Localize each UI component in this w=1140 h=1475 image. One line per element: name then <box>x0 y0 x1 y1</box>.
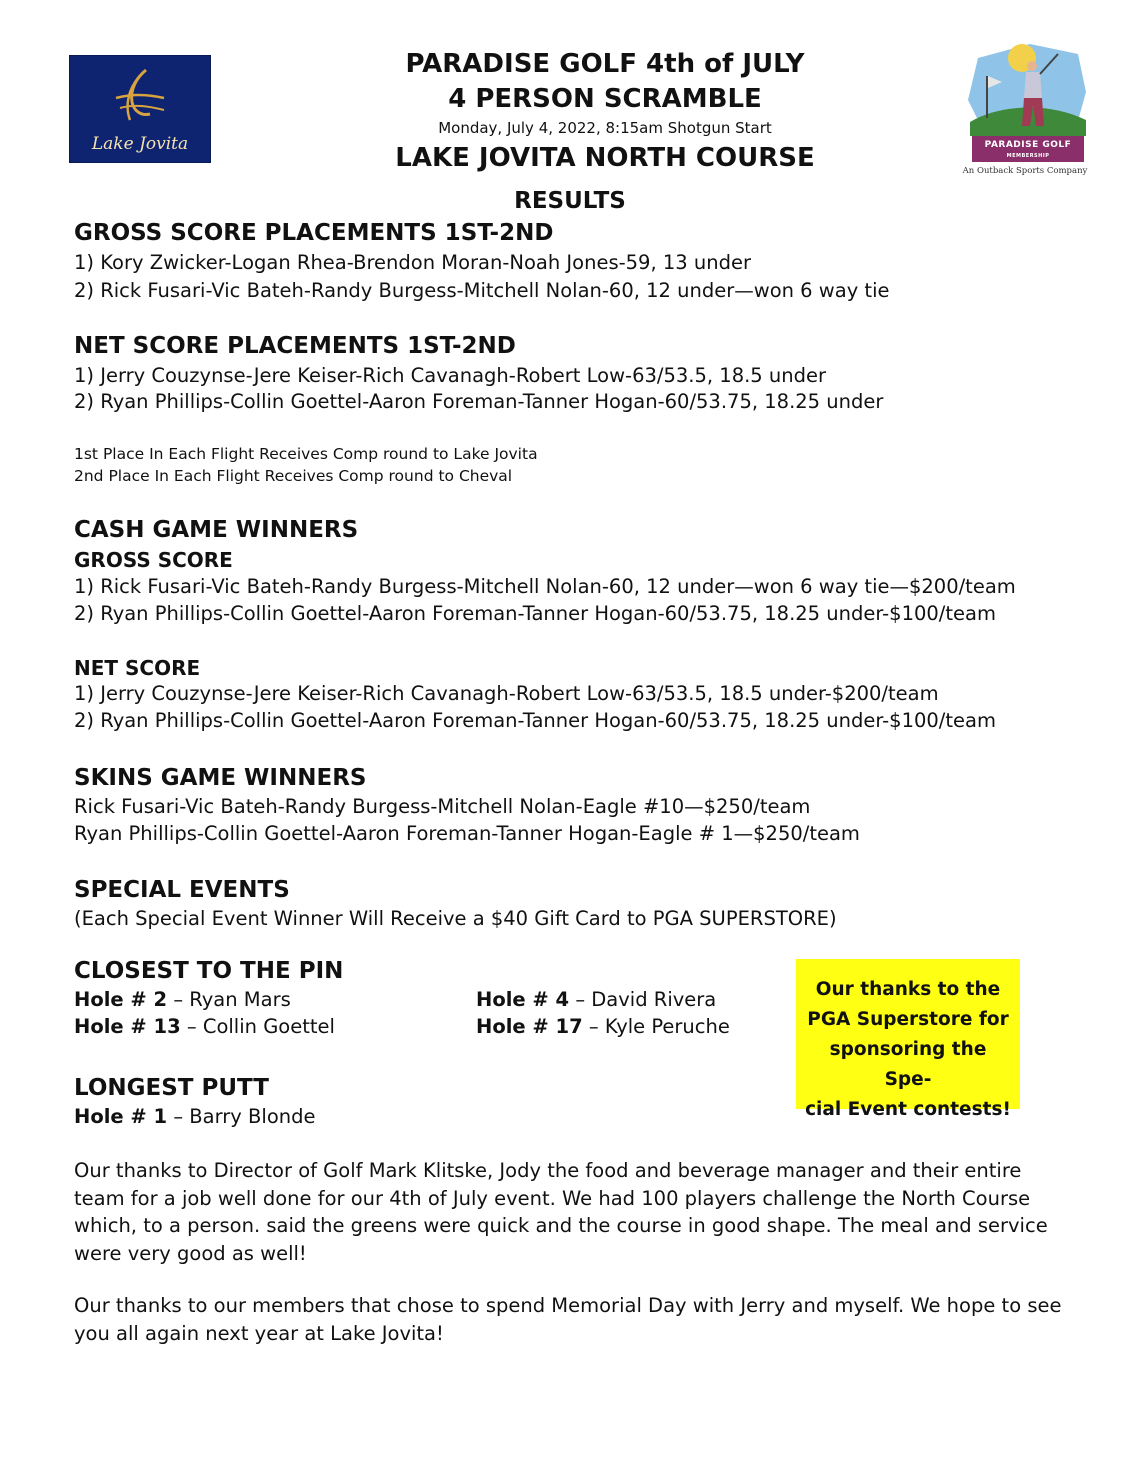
winner-name: – David Rivera <box>569 988 717 1011</box>
hole-label: Hole # 17 <box>476 1015 583 1038</box>
cash-game-heading: CASH GAME WINNERS <box>74 517 359 543</box>
callout-line: Our thanks to the <box>815 979 1001 1000</box>
skins-winner-1: Rick Fusari-Vic Bateh-Randy Burgess-Mitchell Nolan-Eagle #10—$250/team <box>74 795 811 818</box>
lake-jovita-logo <box>69 55 211 163</box>
callout-line: PGA Superstore for <box>807 1009 1009 1030</box>
closest-pin-entry <box>476 988 716 1011</box>
winner-name: – Ryan Mars <box>167 988 291 1011</box>
paradise-golf-membership-text: MEMBERSHIP <box>1006 153 1050 159</box>
paradise-golf-label-text: PARADISE GOLF <box>984 140 1072 150</box>
skins-winner-2: Ryan Phillips-Collin Goettel-Aaron Foreman-Tanner Hogan-Eagle # 1—$250/team <box>74 822 860 845</box>
longest-putt-heading: LONGEST PUTT <box>74 1075 269 1101</box>
cash-gross-1: 1) Rick Fusari-Vic Bateh-Randy Burgess-Mitchell Nolan-60, 12 under—won 6 way tie—$200/team <box>74 575 1016 598</box>
title-line-1: PARADISE GOLF 4th of JULY <box>405 49 805 79</box>
winner-name: – Kyle Peruche <box>582 1015 730 1038</box>
closest-pin-entry <box>74 1015 335 1038</box>
gross-placement-1: 1) Kory Zwicker-Logan Rhea-Brendon Moran-Noah Jones-59, 13 under <box>74 251 751 274</box>
net-placement-1: 1) Jerry Couzynse-Jere Keiser-Rich Cavanagh-Robert Low-63/53.5, 18.5 under <box>74 364 827 387</box>
callout-line: cial Event contests! <box>805 1099 1011 1120</box>
special-events-note: (Each Special Event Winner Will Receive a $40 Gift Card to PGA SUPERSTORE) <box>74 907 837 930</box>
closing-paragraph-1: Our thanks to Director of Golf Mark Klitske, Jody the food and beverage manager and their entire team for a job well done for our 4th of July event. We had 100 players challenge the North Course which, to a person. said the greens were quick and the course in good shape. The meal and service were very good as well! <box>74 1159 1048 1265</box>
results-heading: RESULTS <box>514 188 626 214</box>
hole-label: Hole # 4 <box>476 988 570 1011</box>
net-placement-2: 2) Ryan Phillips-Collin Goettel-Aaron Foreman-Tanner Hogan-60/53.75, 18.25 under <box>74 390 884 413</box>
closing-paragraph-2: Our thanks to our members that chose to spend Memorial Day with Jerry and myself. We hope to see you all again next year at Lake Jovita! <box>74 1294 1062 1345</box>
date-line: Monday, July 4, 2022, 8:15am Shotgun Start <box>438 119 772 137</box>
winner-name: – Barry Blonde <box>167 1105 316 1128</box>
special-events-heading: SPECIAL EVENTS <box>74 877 290 903</box>
title-line-2: 4 PERSON SCRAMBLE <box>448 84 762 114</box>
closest-pin-entry <box>476 1015 730 1038</box>
flight-note-2: 2nd Place In Each Flight Receives Comp round to Cheval <box>74 467 513 485</box>
cash-gross-heading: GROSS SCORE <box>74 548 233 572</box>
paradise-golf-logo <box>960 40 1090 180</box>
course-title: LAKE JOVITA NORTH COURSE <box>395 143 815 173</box>
cash-net-1: 1) Jerry Couzynse-Jere Keiser-Rich Cavanagh-Robert Low-63/53.5, 18.5 under-$200/team <box>74 682 939 705</box>
lake-jovita-emblem-icon <box>108 64 174 130</box>
winner-name: – Collin Goettel <box>180 1015 335 1038</box>
hole-label: Hole # 1 <box>74 1105 168 1128</box>
gross-placement-2: 2) Rick Fusari-Vic Bateh-Randy Burgess-Mitchell Nolan-60, 12 under—won 6 way tie <box>74 279 890 302</box>
closest-pin-entry <box>74 988 291 1011</box>
hole-label: Hole # 2 <box>74 988 168 1011</box>
cash-gross-2: 2) Ryan Phillips-Collin Goettel-Aaron Foreman-Tanner Hogan-60/53.75, 18.25 under-$100/team <box>74 602 996 625</box>
golfer-icon <box>960 40 1090 140</box>
lake-jovita-logo-text: Lake Jovita <box>91 134 189 154</box>
flight-note-1: 1st Place In Each Flight Receives Comp round to Lake Jovita <box>74 445 538 463</box>
cash-net-2: 2) Ryan Phillips-Collin Goettel-Aaron Foreman-Tanner Hogan-60/53.75, 18.25 under-$100/team <box>74 709 996 732</box>
longest-putt-entry <box>74 1105 316 1128</box>
cash-net-heading: NET SCORE <box>74 656 201 680</box>
callout-line: sponsoring the Spe- <box>829 1039 987 1090</box>
closest-pin-heading: CLOSEST TO THE PIN <box>74 958 344 984</box>
net-placements-heading: NET SCORE PLACEMENTS 1ST-2ND <box>74 333 516 359</box>
hole-label: Hole # 13 <box>74 1015 181 1038</box>
skins-heading: SKINS GAME WINNERS <box>74 765 367 791</box>
paradise-golf-label <box>972 136 1084 162</box>
sponsor-callout <box>796 959 1020 1120</box>
gross-placements-heading: GROSS SCORE PLACEMENTS 1ST-2ND <box>74 220 554 246</box>
paradise-golf-subtitle: An Outback Sports Company <box>962 166 1088 176</box>
